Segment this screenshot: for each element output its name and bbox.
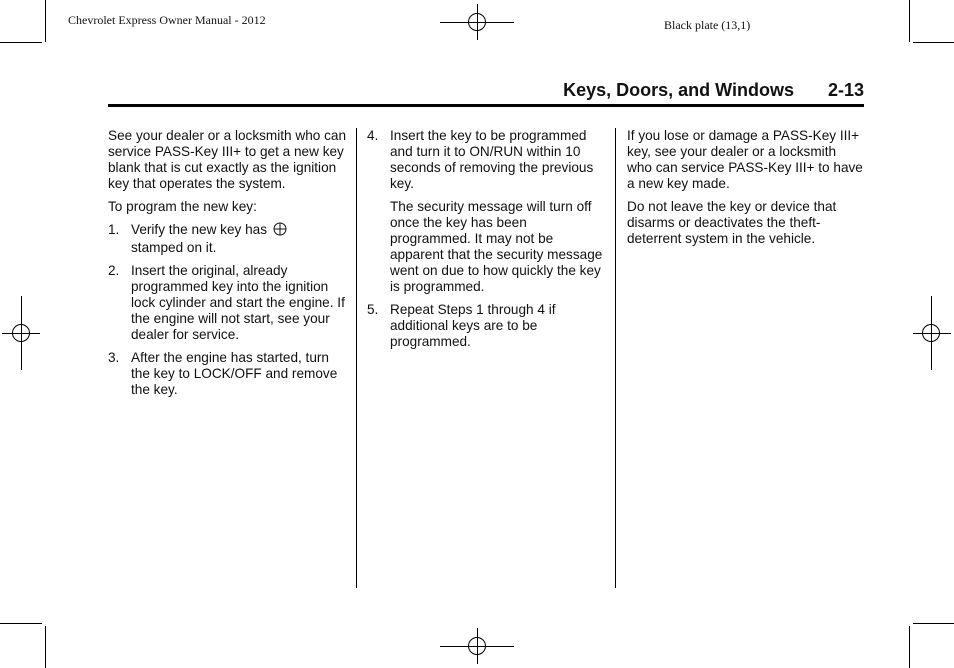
step-number: 2.: [108, 263, 120, 278]
pass-key-symbol-icon: [273, 222, 287, 240]
column-divider: [615, 128, 616, 588]
list-item: [367, 302, 607, 350]
step-note: The security message will turn off once the key has been programmed. It may not be apparent that the security message went on due to how quickly the key is programmed.: [390, 199, 603, 294]
list-item: [108, 263, 348, 343]
step-number: 5.: [367, 302, 379, 317]
registration-crosshair-icon: [2, 296, 40, 370]
column-divider: [356, 128, 357, 588]
column-2: [367, 128, 607, 357]
crop-mark: [913, 42, 954, 43]
column-1: [108, 128, 348, 405]
section-header: [108, 80, 864, 107]
intro-paragraph: See your dealer or a locksmith who can service PASS-Key III+ to get a new key blank that is cut exactly as the ignition key that operates the system.: [108, 128, 347, 191]
crop-mark: [913, 623, 954, 624]
crop-mark: [45, 626, 46, 668]
crop-mark: [909, 0, 910, 42]
step-number: 1.: [108, 222, 120, 237]
crop-mark: [909, 626, 910, 668]
column-3: [627, 128, 863, 254]
list-item: [108, 350, 348, 398]
step-text: Insert the key to be programmed and turn it to ON/RUN within 10 seconds of removing the previous key.: [390, 128, 594, 191]
crop-mark: [45, 0, 46, 42]
registration-crosshair-icon: [913, 296, 951, 370]
registration-crosshair-icon: [440, 628, 514, 664]
program-lead: To program the new key:: [108, 199, 257, 214]
crop-mark: [0, 42, 42, 43]
step-text: Insert the original, already programmed key into the ignition lock cylinder and start the engine. If the engine will not start, see your dealer for service.: [131, 263, 345, 342]
lost-key-paragraph: If you lose or damage a PASS-Key III+ key, see your dealer or a locksmith who can service PASS-Key III+ to have a new key made.: [627, 128, 863, 191]
warning-paragraph: Do not leave the key or device that disarms or deactivates the theft-deterrent system in the vehicle.: [627, 199, 837, 246]
list-item: [108, 222, 348, 256]
crop-mark: [0, 623, 42, 624]
list-item: [367, 128, 607, 295]
section-title: Keys, Doors, and Windows: [563, 80, 794, 100]
step-number: 3.: [108, 350, 120, 365]
step-number: 4.: [367, 128, 379, 143]
registration-crosshair-icon: [440, 4, 514, 40]
plate-label: Black plate (13,1): [664, 18, 751, 32]
manual-title: Chevrolet Express Owner Manual - 2012: [68, 13, 266, 27]
step-text: After the engine has started, turn the key to LOCK/OFF and remove the key.: [131, 350, 338, 397]
step-text: Repeat Steps 1 through 4 if additional keys are to be programmed.: [390, 302, 556, 349]
page-number: 2-13: [827, 80, 864, 100]
step-text: Verify the new key has stamped on it.: [131, 222, 348, 256]
